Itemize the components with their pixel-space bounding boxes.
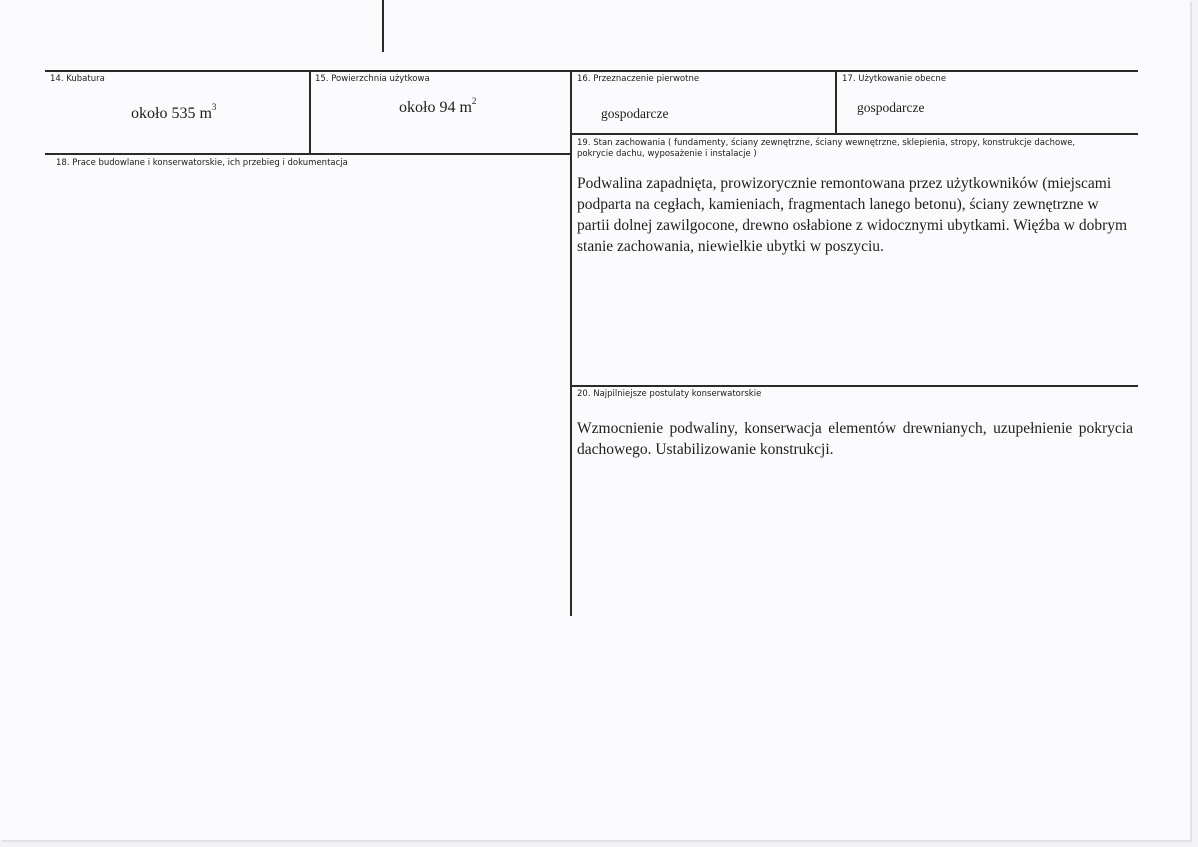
field-17-value: gospodarcze — [857, 100, 925, 115]
row-top-border — [45, 70, 1138, 72]
row-14-15-bottom-border — [45, 153, 572, 155]
field-20-value: Wzmocnienie podwaliny, konserwacja elementów drewnianych, uzupełnienie pokrycia dachowego. Ustabilizowanie konstrukcji. — [577, 420, 1133, 458]
field-14-value: około 535 $m^3$ — [131, 102, 217, 122]
field-15-label: 15. Powierzchnia użytkowa — [315, 74, 430, 84]
field-16-value: gospodarcze — [601, 106, 669, 121]
top-vertical-divider — [382, 0, 384, 52]
field-15-exponent: 2 — [471, 96, 477, 106]
field-14-exponent: 3 — [211, 102, 217, 112]
field-19-label: 19. Stan zachowania ( fundamenty, ściany zewnętrzne, ściany wewnętrzne, sklepienia, stropy, konstrukcje dachowe, pokrycie dachu, wyposażenie i instalacje ) — [577, 138, 1076, 159]
center-vertical-divider — [570, 70, 572, 616]
row-16-17-bottom-border — [570, 133, 1138, 135]
field-17-label: 17. Użytkowanie obecne — [842, 74, 947, 84]
field-16-label: 16. Przeznaczenie pierwotne — [577, 74, 700, 84]
field-14-label: 14. Kubatura — [50, 74, 105, 84]
field-19-value: Podwalina zapadnięta, prowizorycznie remontowana przez użytkowników (miejscami podparta na cegłach, kamieniach, fragmentach lanego betonu), ściany zewnętrzne w partii dolnej zawilgocone, drewno osłabione z widocznymi ubytkami. Więźba w dobrym stanie zachowania, niewielkie ubytki w poszyciu. — [577, 175, 1128, 255]
field-18-label: 18. Prace budowlane i konserwatorskie, ich przebieg i dokumentacja — [56, 158, 348, 168]
divider-16-17 — [835, 70, 837, 134]
field-20-label: 20. Najpilniejsze postulaty konserwatorskie — [577, 389, 762, 399]
divider-14-15 — [309, 70, 311, 155]
field-15-value: około 94 $m^2$ — [399, 96, 477, 116]
section-20-top-border — [570, 385, 1138, 387]
